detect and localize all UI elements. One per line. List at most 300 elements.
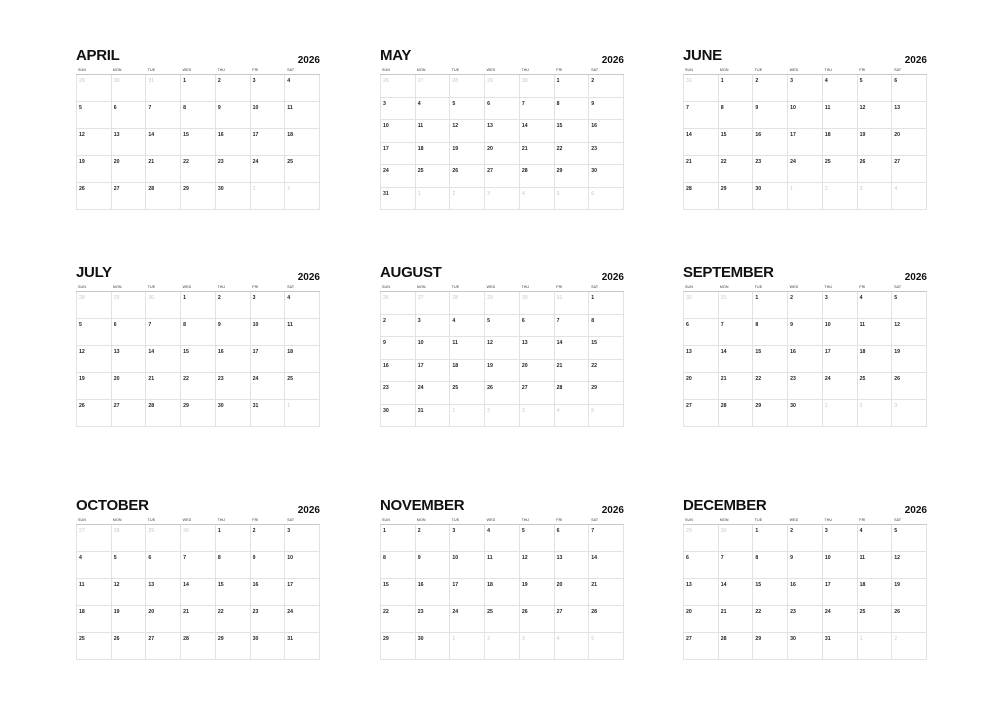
day-cell: [823, 292, 858, 319]
weekday-label: TUE: [147, 68, 156, 72]
year-label: 2026: [601, 55, 624, 66]
day-cell: [450, 360, 485, 383]
day-number: 14: [686, 132, 692, 138]
day-cell: [77, 606, 112, 633]
day-cell: [381, 315, 416, 338]
month-header: [76, 492, 320, 516]
day-number: 24: [790, 159, 796, 165]
weekday-label: WED: [486, 518, 496, 522]
weekday-label: TUE: [754, 285, 763, 289]
day-cell: [251, 292, 286, 319]
day-cell: [753, 373, 788, 400]
day-number: 17: [252, 132, 259, 138]
day-number: 15: [183, 349, 189, 355]
day-number: 3: [859, 186, 863, 192]
day-cell: [112, 552, 147, 579]
day-number: 28: [148, 186, 155, 192]
day-cell: [381, 382, 416, 405]
day-cell: [719, 102, 754, 129]
day-cell: [77, 156, 112, 183]
day-cell: [823, 102, 858, 129]
weekday-label: SAT: [894, 518, 902, 522]
day-number: 18: [859, 349, 866, 355]
day-grid: [683, 75, 927, 210]
day-cell: [181, 400, 216, 427]
day-cell: [112, 579, 147, 606]
weekday-header: [683, 283, 927, 292]
day-number: 14: [183, 582, 189, 588]
day-number: 26: [79, 186, 85, 192]
day-number: 27: [686, 636, 692, 642]
day-number: 5: [452, 100, 456, 107]
day-cell: [589, 315, 624, 338]
day-number: 6: [113, 105, 117, 111]
day-number: 15: [183, 132, 189, 138]
day-cell: [823, 552, 858, 579]
day-cell: [858, 102, 893, 129]
adjacent-month-day-cell: [858, 183, 893, 210]
day-cell: [216, 183, 251, 210]
day-number: 23: [790, 376, 796, 382]
day-number: 7: [556, 317, 560, 324]
day-number: 27: [113, 186, 120, 192]
day-number: 23: [417, 609, 424, 615]
day-cell: [485, 552, 520, 579]
day-number: 4: [556, 407, 560, 414]
day-number: 14: [148, 132, 155, 138]
day-cell: [719, 75, 754, 102]
day-cell: [520, 315, 555, 338]
day-number: 25: [287, 376, 294, 382]
day-cell: [77, 373, 112, 400]
day-number: 24: [824, 376, 831, 382]
weekday-label: MON: [112, 285, 122, 289]
adjacent-month-day-cell: [416, 292, 451, 315]
day-cell: [450, 315, 485, 338]
day-number: 30: [686, 295, 692, 301]
day-cell: [146, 102, 181, 129]
day-cell: [858, 346, 893, 373]
day-number: 29: [755, 636, 762, 642]
day-cell: [485, 337, 520, 360]
day-cell: [251, 525, 286, 552]
day-grid: [683, 292, 927, 427]
day-cell: [450, 525, 485, 552]
day-cell: [753, 552, 788, 579]
day-cell: [684, 102, 719, 129]
day-number: 20: [113, 159, 120, 165]
day-cell: [251, 156, 286, 183]
day-cell: [753, 102, 788, 129]
weekday-label: WED: [789, 285, 799, 289]
month-august: [380, 259, 624, 427]
day-number: 9: [217, 105, 221, 111]
day-number: 15: [383, 582, 389, 588]
adjacent-month-day-cell: [589, 188, 624, 211]
day-number: 12: [79, 132, 85, 138]
day-cell: [719, 606, 754, 633]
day-cell: [823, 373, 858, 400]
day-number: 17: [452, 582, 459, 588]
day-number: 6: [113, 322, 117, 328]
day-grid: [76, 525, 320, 660]
day-cell: [251, 633, 286, 660]
day-cell: [485, 606, 520, 633]
day-cell: [788, 129, 823, 156]
day-number: 14: [556, 340, 563, 346]
day-number: 26: [487, 385, 493, 391]
day-cell: [216, 346, 251, 373]
day-cell: [589, 120, 624, 143]
day-number: 28: [452, 295, 459, 301]
adjacent-month-day-cell: [112, 525, 147, 552]
day-number: 3: [824, 528, 828, 534]
adjacent-month-day-cell: [146, 525, 181, 552]
day-cell: [381, 98, 416, 121]
day-number: 11: [287, 105, 293, 111]
day-number: 1: [755, 295, 759, 301]
day-cell: [753, 606, 788, 633]
day-number: 3: [452, 528, 456, 534]
day-number: 24: [252, 376, 259, 382]
day-cell: [285, 292, 320, 319]
day-number: 24: [252, 159, 259, 165]
weekday-label: TUE: [451, 285, 460, 289]
day-cell: [788, 156, 823, 183]
day-number: 31: [287, 636, 294, 642]
day-number: 7: [521, 100, 525, 107]
day-number: 17: [824, 349, 831, 355]
day-number: 29: [755, 403, 762, 409]
day-cell: [416, 552, 451, 579]
day-number: 23: [790, 609, 796, 615]
day-number: 31: [252, 403, 259, 409]
day-number: 30: [755, 186, 762, 192]
day-grid: [380, 525, 624, 660]
weekday-label: SUN: [78, 285, 86, 289]
day-cell: [216, 102, 251, 129]
weekday-label: SAT: [894, 68, 902, 72]
day-number: 2: [824, 186, 828, 192]
day-number: 23: [217, 376, 224, 382]
day-number: 6: [521, 317, 525, 324]
day-cell: [589, 382, 624, 405]
day-cell: [485, 120, 520, 143]
day-number: 31: [383, 190, 389, 197]
day-cell: [251, 346, 286, 373]
weekday-label: WED: [789, 518, 799, 522]
weekday-label: MON: [719, 285, 729, 289]
day-number: 1: [452, 407, 456, 414]
day-number: 24: [824, 609, 831, 615]
day-cell: [485, 165, 520, 188]
adjacent-month-day-cell: [381, 292, 416, 315]
day-number: 30: [521, 78, 528, 84]
day-number: 8: [183, 322, 187, 328]
weekday-label: WED: [486, 68, 496, 72]
day-cell: [216, 552, 251, 579]
day-number: 26: [113, 636, 120, 642]
day-cell: [181, 319, 216, 346]
day-number: 21: [521, 145, 528, 152]
day-number: 23: [591, 145, 598, 152]
weekday-label: THU: [824, 518, 833, 522]
day-number: 28: [521, 168, 528, 174]
weekday-label: TUE: [754, 68, 763, 72]
day-number: 13: [521, 340, 528, 346]
day-number: 31: [148, 78, 155, 84]
day-number: 17: [790, 132, 796, 138]
day-number: 6: [148, 555, 152, 561]
weekday-label: SAT: [287, 68, 295, 72]
day-number: 3: [824, 295, 828, 301]
day-cell: [381, 120, 416, 143]
day-cell: [520, 579, 555, 606]
day-number: 15: [591, 340, 598, 346]
day-cell: [285, 129, 320, 156]
day-cell: [858, 129, 893, 156]
day-number: 30: [417, 636, 424, 642]
day-number: 2: [417, 528, 421, 534]
day-cell: [788, 525, 823, 552]
day-number: 31: [824, 636, 831, 642]
day-cell: [450, 579, 485, 606]
adjacent-month-day-cell: [416, 188, 451, 211]
day-cell: [112, 129, 147, 156]
day-cell: [381, 606, 416, 633]
month-name: NOVEMBER: [380, 497, 465, 514]
day-cell: [285, 552, 320, 579]
month-name: SEPTEMBER: [683, 264, 774, 281]
day-number: 28: [148, 403, 155, 409]
adjacent-month-day-cell: [450, 75, 485, 98]
day-number: 30: [591, 168, 598, 174]
day-cell: [181, 75, 216, 102]
day-number: 7: [148, 105, 152, 111]
day-number: 20: [521, 362, 528, 369]
adjacent-month-day-cell: [251, 183, 286, 210]
day-cell: [589, 552, 624, 579]
day-number: 18: [487, 582, 493, 588]
day-number: 1: [183, 295, 187, 301]
month-may: [380, 42, 624, 210]
day-number: 1: [217, 528, 221, 534]
day-cell: [684, 606, 719, 633]
day-number: 7: [591, 528, 595, 534]
weekday-label: MON: [416, 518, 426, 522]
day-number: 22: [183, 159, 189, 165]
day-number: 21: [591, 582, 598, 588]
day-number: 1: [720, 78, 724, 84]
month-name: DECEMBER: [683, 497, 767, 514]
day-cell: [589, 98, 624, 121]
day-number: 3: [252, 295, 256, 301]
day-number: 1: [790, 186, 794, 192]
day-number: 3: [417, 317, 421, 324]
adjacent-month-day-cell: [858, 400, 893, 427]
day-cell: [216, 129, 251, 156]
day-cell: [416, 165, 451, 188]
day-number: 20: [686, 609, 692, 615]
day-number: 30: [790, 636, 796, 642]
month-november: [380, 492, 624, 660]
month-header: [380, 492, 624, 516]
day-number: 10: [790, 105, 796, 111]
day-number: 19: [859, 132, 866, 138]
day-number: 11: [79, 582, 85, 588]
day-number: 10: [824, 555, 831, 561]
day-cell: [181, 346, 216, 373]
day-cell: [216, 525, 251, 552]
day-number: 29: [183, 186, 189, 192]
day-number: 19: [894, 582, 901, 588]
day-cell: [684, 129, 719, 156]
day-number: 25: [287, 159, 294, 165]
day-number: 4: [521, 190, 525, 197]
adjacent-month-day-cell: [77, 75, 112, 102]
day-cell: [753, 292, 788, 319]
day-cell: [892, 373, 927, 400]
day-number: 19: [894, 349, 901, 355]
weekday-header: [76, 66, 320, 75]
day-number: 27: [417, 78, 424, 84]
day-number: 1: [591, 295, 595, 301]
day-cell: [450, 143, 485, 166]
adjacent-month-day-cell: [520, 292, 555, 315]
day-number: 30: [113, 78, 120, 84]
day-cell: [112, 346, 147, 373]
weekday-header: [683, 66, 927, 75]
adjacent-month-day-cell: [555, 633, 590, 660]
day-number: 9: [790, 322, 794, 328]
day-cell: [520, 552, 555, 579]
month-header: [683, 42, 927, 66]
day-number: 2: [252, 528, 256, 534]
adjacent-month-day-cell: [450, 405, 485, 428]
day-cell: [416, 98, 451, 121]
weekday-label: FRI: [859, 518, 866, 522]
weekday-label: TUE: [754, 518, 763, 522]
day-cell: [450, 606, 485, 633]
day-cell: [858, 525, 893, 552]
day-cell: [555, 606, 590, 633]
day-cell: [251, 606, 286, 633]
day-cell: [251, 319, 286, 346]
day-number: 23: [755, 159, 762, 165]
month-name: APRIL: [76, 47, 120, 64]
day-cell: [589, 292, 624, 315]
day-number: 1: [859, 636, 863, 642]
adjacent-month-day-cell: [77, 292, 112, 319]
day-number: 22: [556, 145, 563, 152]
day-cell: [823, 156, 858, 183]
month-name: MAY: [380, 47, 412, 64]
day-cell: [416, 579, 451, 606]
day-cell: [146, 606, 181, 633]
day-number: 10: [383, 123, 389, 129]
day-number: 17: [824, 582, 831, 588]
day-cell: [450, 165, 485, 188]
day-cell: [485, 315, 520, 338]
adjacent-month-day-cell: [450, 633, 485, 660]
day-number: 27: [148, 636, 155, 642]
day-cell: [684, 319, 719, 346]
day-number: 13: [894, 105, 901, 111]
weekday-label: SAT: [591, 68, 599, 72]
day-cell: [555, 525, 590, 552]
day-cell: [216, 373, 251, 400]
day-cell: [684, 579, 719, 606]
day-cell: [892, 319, 927, 346]
weekday-label: SUN: [685, 68, 693, 72]
day-cell: [892, 102, 927, 129]
weekday-label: THU: [824, 285, 833, 289]
day-cell: [381, 143, 416, 166]
day-number: 20: [148, 609, 155, 615]
day-number: 16: [252, 582, 259, 588]
weekday-label: THU: [521, 285, 530, 289]
day-number: 4: [556, 636, 560, 642]
day-number: 3: [487, 190, 491, 197]
day-number: 2: [217, 78, 221, 84]
adjacent-month-day-cell: [112, 75, 147, 102]
day-cell: [788, 373, 823, 400]
day-number: 26: [521, 609, 528, 615]
day-number: 18: [452, 362, 459, 369]
day-cell: [112, 633, 147, 660]
day-number: 28: [591, 609, 598, 615]
adjacent-month-day-cell: [684, 75, 719, 102]
day-cell: [753, 579, 788, 606]
day-cell: [858, 75, 893, 102]
day-number: 4: [452, 317, 456, 324]
day-cell: [181, 183, 216, 210]
day-cell: [858, 579, 893, 606]
day-grid: [683, 525, 927, 660]
day-cell: [77, 400, 112, 427]
day-number: 4: [287, 78, 291, 84]
day-number: 28: [183, 636, 189, 642]
day-cell: [684, 633, 719, 660]
adjacent-month-day-cell: [381, 75, 416, 98]
day-cell: [520, 143, 555, 166]
day-number: 28: [720, 403, 727, 409]
day-number: 4: [417, 100, 421, 107]
day-number: 26: [452, 168, 459, 174]
day-number: 19: [521, 582, 528, 588]
day-number: 21: [720, 609, 727, 615]
day-cell: [112, 102, 147, 129]
day-cell: [112, 606, 147, 633]
adjacent-month-day-cell: [416, 75, 451, 98]
day-number: 5: [894, 295, 898, 301]
day-number: 11: [824, 105, 831, 111]
day-number: 25: [79, 636, 85, 642]
day-number: 29: [383, 636, 389, 642]
month-header: [76, 259, 320, 283]
weekday-label: FRI: [556, 285, 563, 289]
day-number: 3: [521, 636, 525, 642]
day-cell: [892, 579, 927, 606]
day-number: 19: [487, 362, 493, 369]
day-number: 27: [521, 385, 528, 391]
day-number: 10: [824, 322, 831, 328]
day-number: 13: [686, 582, 692, 588]
day-number: 8: [720, 105, 724, 111]
day-cell: [892, 606, 927, 633]
day-number: 4: [287, 295, 291, 301]
day-cell: [753, 129, 788, 156]
